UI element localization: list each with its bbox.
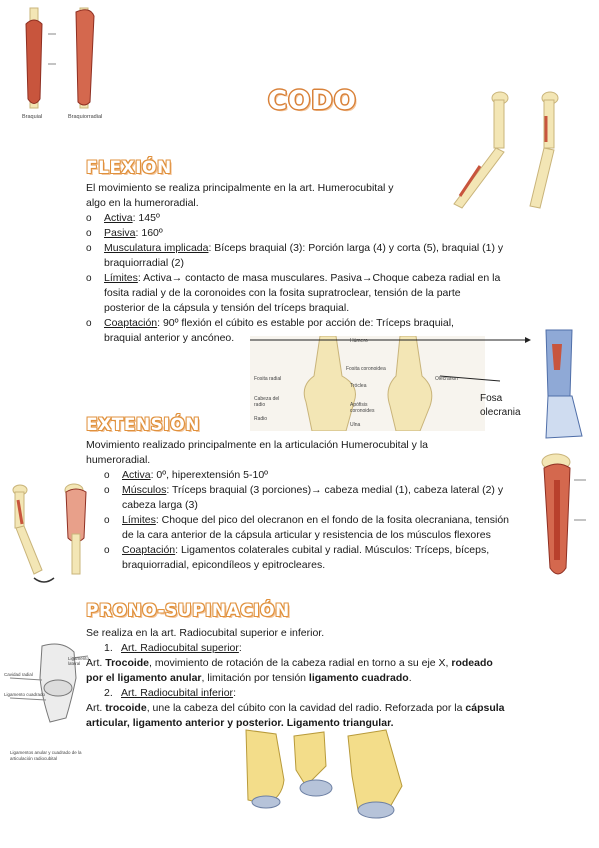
extension-heading: EXTENSIÓN	[86, 415, 200, 435]
label-troclea: Tróclea	[350, 383, 367, 389]
prono-item-2-text-c: , une la cabeza del cúbito con la cavidad del radio. Reforzada por la	[146, 702, 466, 714]
label-ligamentos-anular-cuadrado: Ligamentos anular y cuadrado de la articulación radiocubital	[10, 750, 82, 761]
prono-item-1-text-b: Trocoide	[105, 657, 150, 669]
flexion-activa-label: Activa	[104, 212, 133, 224]
flexion-pasiva	[86, 226, 416, 241]
prono-item-1-text-d: rodeado por el ligamento anular	[86, 657, 493, 684]
prono-item-1-text	[86, 656, 506, 686]
label-ligamento-lateral: Ligamento lateral	[68, 656, 90, 666]
extension-musc-value: : Tríceps braquial (3 porciones)→ cabeza medial (1), cabeza lateral (2) y cabeza larga (3)	[122, 484, 504, 511]
label-olecranon: Olecranon	[435, 376, 459, 382]
prono-item-2-text-d: cápsula articular, ligamento anterior y posterior. Ligamento triangular.	[86, 702, 505, 729]
flexion-list	[86, 211, 504, 346]
prono-item-2-label: Art. Radiocubital inferior	[121, 687, 234, 699]
flexion-intro: El movimiento se realiza principalmente en la art. Humerocubital y algo en la humeroradial.	[86, 182, 394, 209]
extension-limites-value: : Choque del pico del olecranon en el fondo de la fosita olecraniana, tensión de la cara anterior de la cápsula articular y resistencia de los músculos flexores	[122, 514, 510, 541]
brachial-muscles-illustration	[8, 4, 118, 122]
extension-coapt-label: Coaptación	[122, 544, 176, 556]
fosa-olecrania-annotation: Fosa olecrania	[480, 393, 521, 418]
prono-item-1-text-g: .	[408, 672, 412, 684]
triceps-figure	[528, 450, 590, 590]
flexion-musc-value: : Bíceps braquial (3): Porción larga (4) y corta (5), braquial (1) y braquiorradial (2)	[104, 242, 504, 269]
prono-item-2-colon: :	[233, 687, 236, 699]
extension-limites	[104, 513, 514, 543]
extension-musc-label: Músculos	[122, 484, 167, 496]
extension-coaptacion	[104, 543, 514, 573]
label-cabeza-radio: Cabeza del radio	[254, 396, 280, 408]
extension-activa	[104, 468, 514, 483]
distal-radioulnar-illustration	[236, 726, 412, 826]
prono-item-2-text-a: Art.	[86, 702, 106, 714]
prono-item-1-text-f: ligamento cuadrado	[308, 672, 409, 684]
flexion-pasiva-value: : 160º	[135, 227, 163, 239]
prono-item-1-colon: :	[238, 642, 242, 654]
prono-item-1-num: 1.	[104, 642, 113, 654]
label-humero: Húmero	[350, 338, 368, 344]
label-cavidad-radial: Cavidad radial	[4, 672, 33, 677]
flexion-musculatura	[86, 241, 504, 271]
extension-coapt-value: : Ligamentos colaterales cubital y radial. Músculos: Tríceps, bíceps, braquiorradial, epicondíleos y epitrocleares.	[122, 544, 490, 571]
flexion-coapt-value: : 90º flexión el cúbito es estable por acción de: Tríceps braquial, braquial anterior y ancóneo.	[104, 317, 454, 344]
label-apofisis-coronoides: Apófisis coronoides	[350, 402, 375, 414]
label-fosita-coronoidea: Fosita coronoidea	[346, 366, 386, 372]
prono-item-1-text-a: Art.	[86, 657, 106, 669]
flexion-limites-value: : Activa→ contacto de masa musculares. Pasiva→Choque cabeza radial en la fosita radial y de la coronoides con la fosita supratroclear, tensión de la parte posterior de la cápsula y tensión del tríceps braquial.	[104, 272, 501, 314]
triceps-illustration	[528, 450, 590, 590]
extension-list	[104, 468, 514, 573]
extension-musculos	[104, 483, 514, 513]
forearm-muscles-figure	[536, 326, 592, 448]
flexion-limites-label: Límites	[104, 272, 138, 284]
flexion-heading: FLEXIÓN	[86, 158, 172, 178]
prono-item-1	[86, 641, 506, 686]
extension-activa-label: Activa	[122, 469, 151, 481]
forearm-muscles-illustration	[536, 326, 592, 448]
distal-radioulnar-figure	[236, 726, 412, 826]
prono-item-1-label: Art. Radiocubital superior	[121, 642, 239, 654]
flexion-bones-figure	[440, 86, 570, 212]
prono-item-2	[86, 686, 506, 731]
flexion-pasiva-label: Pasiva	[104, 227, 136, 239]
radioulnar-ligaments-figure	[2, 638, 102, 768]
extension-section	[86, 438, 526, 573]
flexion-musc-label: Musculatura implicada	[104, 242, 209, 254]
extension-bones-figure	[4, 478, 104, 588]
flexion-activa	[86, 211, 416, 226]
extension-intro: Movimiento realizado principalmente en la articulación Humerocubital y la humeroradial.	[86, 439, 428, 466]
prono-item-2-header	[86, 686, 506, 701]
page-title: CODO	[268, 86, 357, 116]
prono-item-1-text-e: , limitación por tensión	[201, 672, 309, 684]
label-radio: Radio	[254, 416, 268, 422]
label-ligamento-cuadrado: Ligamento cuadrado	[4, 692, 46, 697]
label-braquiorradial: Braquiorradial	[68, 114, 103, 120]
extension-activa-value: : 0º, hiperextensión 5-10º	[150, 469, 269, 481]
extension-limites-label: Límites	[122, 514, 156, 526]
label-braquial: Braquial	[22, 114, 43, 120]
prono-item-1-header	[86, 641, 506, 656]
prono-item-2-num: 2.	[104, 687, 113, 699]
flexion-limites	[86, 271, 504, 316]
brachial-muscles-figure	[8, 4, 118, 122]
flexion-coapt-label: Coaptación	[104, 317, 158, 329]
label-ulna: Ulna	[350, 422, 361, 428]
prono-intro: Se realiza en la art. Radiocubital superior e inferior.	[86, 627, 325, 639]
flexion-activa-value: : 145º	[132, 212, 160, 224]
label-fosita-radial: Fosita radial	[254, 376, 282, 382]
extension-bones-illustration	[4, 478, 104, 588]
prono-heading: PRONO-SUPINACIÓN	[86, 601, 290, 621]
prono-item-1-text-c: , movimiento de rotación de la cabeza radial en torno a su eje X,	[149, 657, 452, 669]
prono-item-2-text-b: trocoide	[105, 702, 147, 714]
flexion-section	[86, 181, 504, 346]
flexion-bones-illustration	[440, 86, 570, 212]
